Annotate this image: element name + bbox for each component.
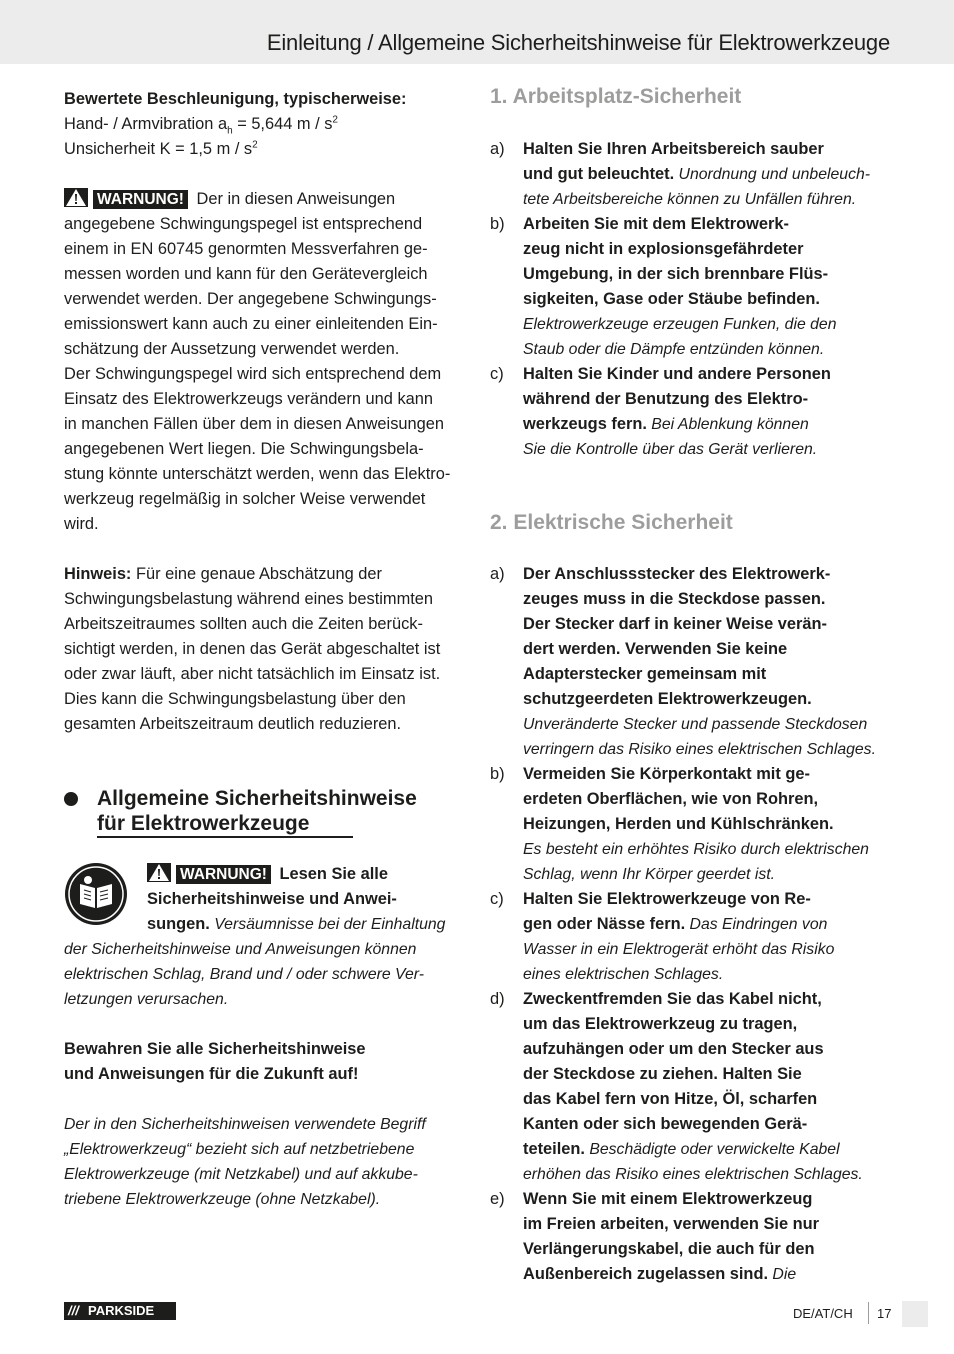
warning2-line: Sicherheitshinweise und Anwei- — [147, 890, 397, 908]
page-title: Einleitung / Allgemeine Sicherheitshinweise für Elektrowerkzeuge — [266, 30, 890, 55]
section-heading-line1: Allgemeine Sicherheitshinweise — [97, 787, 417, 810]
note-line — [64, 612, 464, 637]
warning-text: in manchen Fällen über dem in diesen Anweisungen — [64, 415, 444, 433]
list-item-bold: werkzeugs fern. — [523, 415, 647, 433]
list-item-line — [523, 137, 895, 162]
footer-tab — [902, 1301, 928, 1327]
warning-triangle-icon — [64, 188, 88, 207]
warning2-bold: Lesen Sie alle — [274, 865, 388, 883]
list-item-italic: Unordnung und unbeleuch- — [674, 166, 871, 183]
list-item-line — [523, 787, 895, 812]
list-item-line — [523, 887, 895, 912]
list-item-italic: Die — [768, 1266, 797, 1283]
warning2-line — [147, 912, 547, 937]
list-item-line — [523, 162, 895, 187]
list-item-bold: Adapterstecker gemeinsam mit — [523, 665, 767, 683]
list-item-bold: im Freien arbeiten, verwenden Sie nur — [523, 1215, 820, 1233]
list-item-line — [523, 612, 895, 637]
list-item-line — [523, 562, 895, 587]
warning-text: einem in EN 60745 genormten Messverfahren ge- — [64, 240, 428, 258]
list-item-bold: das Kabel fern von Hitze, Öl, scharfen — [523, 1090, 818, 1108]
list-item — [523, 137, 895, 212]
list-item — [523, 762, 895, 887]
page-number: 17 — [877, 1306, 892, 1321]
list-item-letter: b) — [490, 215, 505, 233]
list-item-line — [523, 1112, 895, 1137]
list-item-bold: schutzgeerdeten Elektrowerkzeugen. — [523, 690, 812, 708]
list-item-line — [523, 812, 895, 837]
list-item-line — [523, 1087, 895, 1112]
list-item-line — [523, 387, 895, 412]
list-item-line — [523, 1012, 895, 1037]
section-heading-line2: für Elektrowerkzeuge — [97, 812, 310, 835]
note-line — [64, 587, 464, 612]
list-item — [523, 562, 895, 762]
list-item-line — [523, 212, 895, 237]
list-item-line — [523, 412, 895, 437]
warning-text: schätzung der Aussetzung verwendet werden. — [64, 340, 400, 358]
note-text: Dies kann die Schwingungsbelastung über den — [64, 690, 406, 708]
term-line: Der in den Sicherheitshinweisen verwendete Begriff — [64, 1116, 426, 1133]
list-item — [523, 887, 895, 987]
list-item-line — [523, 1037, 895, 1062]
list-item-line — [523, 737, 895, 762]
warning-line — [64, 412, 464, 437]
note-text: Arbeitszeitraumes sollten auch die Zeiten berück- — [64, 615, 423, 633]
list-item-line — [523, 1187, 895, 1212]
warning-line — [64, 187, 464, 212]
read-manual-icon — [64, 862, 128, 926]
heading-underline — [97, 836, 353, 838]
list-item-italic: Sie die Kontrolle über das Gerät verlieren. — [523, 441, 818, 458]
list-item-line — [523, 837, 895, 862]
warning-text: Der Schwingungspegel wird sich entsprechend dem — [64, 365, 442, 383]
warning-line — [64, 437, 464, 462]
list-item-letter: b) — [490, 765, 505, 783]
list-item-bold: Zweckentfremden Sie das Kabel nicht, — [523, 990, 822, 1008]
list-item-italic: Das Eindringen von — [685, 916, 828, 933]
list-item-bold: Heizungen, Herden und Kühlschränken. — [523, 815, 834, 833]
list-item-line — [523, 937, 895, 962]
list-item-bold: und gut beleuchtet. — [523, 165, 675, 183]
list-item-line — [523, 912, 895, 937]
list-item-italic: tete Arbeitsbereiche können zu Unfällen führen. — [523, 191, 857, 208]
list-item-italic: erhöhen das Risiko eines elektrischen Schlages. — [523, 1166, 863, 1183]
list-item-letter: c) — [490, 365, 504, 383]
warning-line — [64, 512, 464, 537]
warning2-italic-line: der Sicherheitshinweise und Anweisungen können — [64, 941, 417, 958]
list-item-bold: erdeten Oberflächen, wie von Rohren, — [523, 790, 819, 808]
list-item-line — [523, 587, 895, 612]
note-text: Schwingungsbelastung während eines bestimmten — [64, 590, 434, 608]
list-item-bold: Arbeiten Sie mit dem Elektrowerk- — [523, 215, 789, 233]
note-text: sichtigt werden, in denen das Gerät abgeschaltet ist — [64, 640, 441, 658]
warning-text: messen worden und kann für den Gerätevergleich — [64, 265, 428, 283]
list-item-bold: während der Benutzung des Elektro- — [523, 390, 809, 408]
warning-label-2: WARNUNG! — [176, 865, 271, 884]
warning-label-1: WARNUNG! — [93, 190, 188, 209]
note-text: Für eine genaue Abschätzung der — [131, 565, 382, 583]
list-item-line — [523, 187, 895, 212]
list-item-letter: a) — [490, 565, 505, 583]
list-item-italic: Es besteht ein erhöhtes Risiko durch elektrischen — [523, 841, 869, 858]
list-item-line — [523, 712, 895, 737]
keep-instructions-line2: und Anweisungen für die Zukunft auf! — [64, 1065, 359, 1083]
note-label: Hinweis: — [64, 565, 132, 583]
list-item-line — [523, 687, 895, 712]
list-item-line — [523, 1062, 895, 1087]
section-bullet — [64, 792, 78, 806]
list-item-italic: verringern das Risiko eines elektrischen Schlages. — [523, 741, 876, 758]
note-text: oder zwar läuft, aber nicht tatsächlich im Einsatz ist. — [64, 665, 441, 683]
list-item-bold: Vermeiden Sie Körperkontakt mit ge- — [523, 765, 810, 783]
warning-line — [64, 387, 464, 412]
warning-line — [64, 462, 464, 487]
list-item-line — [523, 287, 895, 312]
warning-text: Einsatz des Elektrowerkzeugs verändern und kann — [64, 390, 433, 408]
list-item-italic: Wasser in ein Elektrogerät erhöht das Risiko — [523, 941, 835, 958]
list-item — [523, 987, 895, 1187]
warning-text: angegebenen Wert liegen. Die Schwingungsbela- — [64, 440, 424, 458]
list-item-line — [523, 437, 895, 462]
list-item — [523, 1187, 895, 1287]
brand-logo: /// PARKSIDE — [64, 1302, 176, 1320]
list-item-letter: d) — [490, 990, 505, 1008]
list-item-italic: Elektrowerkzeuge erzeugen Funken, die den — [523, 316, 837, 333]
term-line: Elektrowerkzeuge (mit Netzkabel) und auf akkube- — [64, 1166, 418, 1183]
list-item-line — [523, 362, 895, 387]
warning-text: wird. — [64, 515, 99, 533]
list-item-bold: Halten Sie Elektrowerkzeuge von Re- — [523, 890, 811, 908]
list-item-bold: teteilen. — [523, 1140, 585, 1158]
list-item-line — [523, 862, 895, 887]
list-item-line — [523, 312, 895, 337]
note-line — [64, 662, 464, 687]
list-item-italic: Staub oder die Dämpfe entzünden können. — [523, 341, 825, 358]
warning-line — [64, 487, 464, 512]
warning-triangle-icon — [147, 863, 171, 882]
list-item — [523, 212, 895, 362]
list-item-bold: Umgebung, in der sich brennbare Flüs- — [523, 265, 829, 283]
note-line — [64, 637, 464, 662]
vibration-value: Hand- / Armvibration $a_h = 5,644$ m / $s^2$ — [64, 114, 338, 137]
list-item-line — [523, 637, 895, 662]
language-codes: DE/AT/CH — [793, 1306, 853, 1321]
keep-instructions-line1: Bewahren Sie alle Sicherheitshinweise — [64, 1040, 366, 1058]
warning-line — [64, 362, 464, 387]
warning-text: stung könnte unterschätzt werden, wenn das Elektro- — [64, 465, 451, 483]
list-item-bold: Halten Sie Ihren Arbeitsbereich sauber — [523, 140, 824, 158]
warning-line — [64, 337, 464, 362]
list-item-bold: aufzuhängen oder um den Stecker aus — [523, 1040, 824, 1058]
warning-text: verwendet werden. Der angegebene Schwingungs- — [64, 290, 437, 308]
warning2-line — [147, 862, 547, 887]
list-item-bold: Halten Sie Kinder und andere Personen — [523, 365, 831, 383]
warning-text: Der in diesen Anweisungen — [191, 190, 396, 208]
list-item-bold: dert werden. Verwenden Sie keine — [523, 640, 788, 658]
warning2-italic-line: letzungen verursachen. — [64, 991, 229, 1008]
note-line — [64, 562, 464, 587]
list-item-line — [523, 987, 895, 1012]
list-item-letter: c) — [490, 890, 504, 908]
list-item-bold: gen oder Nässe fern. — [523, 915, 686, 933]
list-item-bold: Der Anschlussstecker des Elektrowerk- — [523, 565, 831, 583]
list-item-letter: e) — [490, 1190, 505, 1208]
list-item-line — [523, 1262, 895, 1287]
list-item-italic: Unveränderte Stecker und passende Steckdosen — [523, 716, 868, 733]
warning-line — [64, 212, 464, 237]
footer-divider — [868, 1302, 869, 1324]
list-item-bold: zeug nicht in explosionsgefährdeter — [523, 240, 804, 258]
warning2-italic-line: elektrischen Schlag, Brand und / oder schwere Ver- — [64, 966, 425, 983]
list-item-italic: Beschädigte oder verwickelte Kabel — [584, 1141, 840, 1158]
list-item-line — [523, 262, 895, 287]
list-item-bold: Wenn Sie mit einem Elektrowerkzeug — [523, 1190, 813, 1208]
list-item-line — [523, 1212, 895, 1237]
list-item — [523, 362, 895, 462]
note-text: gesamten Arbeitszeitraum deutlich reduzieren. — [64, 715, 402, 733]
section-2-heading: 2. Elektrische Sicherheit — [490, 511, 733, 534]
warning-line — [64, 287, 464, 312]
list-item-bold: um das Elektrowerkzeug zu tragen, — [523, 1015, 798, 1033]
list-item-letter: a) — [490, 140, 505, 158]
warning-line — [64, 237, 464, 262]
warning-line — [64, 262, 464, 287]
list-item-line — [523, 1162, 895, 1187]
list-item-line — [523, 1237, 895, 1262]
warning-text: emissionswert kann auch zu einer einleitenden Ein- — [64, 315, 438, 333]
list-item-bold: Der Stecker darf in keiner Weise verän- — [523, 615, 827, 633]
list-item-line — [523, 237, 895, 262]
list-item-line — [523, 662, 895, 687]
list-item-bold: zeuges muss in die Steckdose passen. — [523, 590, 826, 608]
list-item-line — [523, 337, 895, 362]
section-1-heading: 1. Arbeitsplatz-Sicherheit — [490, 85, 742, 108]
list-item-bold: Außenbereich zugelassen sind. — [523, 1265, 769, 1283]
list-item-italic: Bei Ablenkung können — [646, 416, 809, 433]
list-item-bold: der Steckdose zu ziehen. Halten Sie — [523, 1065, 802, 1083]
list-item-line — [523, 962, 895, 987]
list-item-bold: Verlängerungskabel, die auch für den — [523, 1240, 815, 1258]
note-line — [64, 687, 464, 712]
note-line — [64, 712, 464, 737]
list-item-italic: eines elektrischen Schlages. — [523, 966, 724, 983]
warning-text: werkzeug regelmäßig in solcher Weise verwendet — [64, 490, 426, 508]
vibration-heading: Bewertete Beschleunigung, typischerweise: — [64, 90, 407, 108]
list-item-bold: sigkeiten, Gase oder Stäube befinden. — [523, 290, 820, 308]
warning-line — [64, 312, 464, 337]
list-item-line — [523, 1137, 895, 1162]
list-item-italic: Schlag, wenn Ihr Körper geerdet ist. — [523, 866, 776, 883]
warning-text: angegebene Schwingungspegel ist entsprechend — [64, 215, 423, 233]
warning2-bold: sungen. — [147, 915, 210, 933]
list-item-line — [523, 762, 895, 787]
term-line: „Elektrowerkzeug“ bezieht sich auf netzbetriebene — [64, 1141, 415, 1158]
term-line: triebene Elektrowerkzeuge (ohne Netzkabel). — [64, 1191, 381, 1208]
uncertainty-value: Unsicherheit K = 1,5 m / $s^2$ — [64, 139, 258, 158]
warning2-italic: Versäumnisse bei der Einhaltung — [209, 916, 446, 933]
list-item-bold: Kanten oder sich bewegenden Gerä- — [523, 1115, 808, 1133]
